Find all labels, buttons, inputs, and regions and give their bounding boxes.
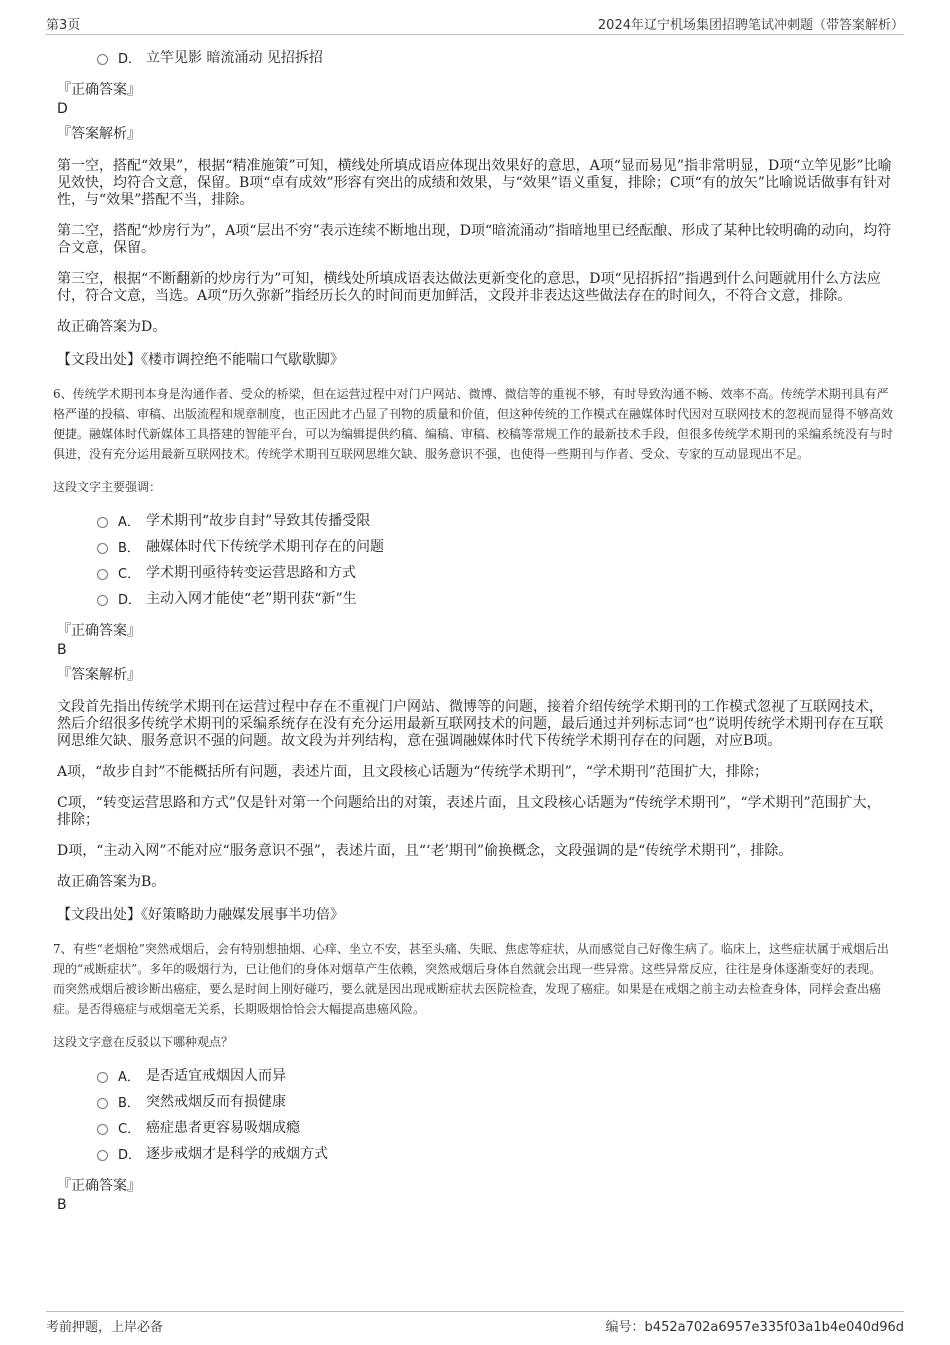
option-key: D． (118, 592, 142, 608)
q5-analysis-label: 『答案解析』 (57, 126, 141, 142)
option-text: 逐步戒烟才是科学的戒烟方式 (146, 1146, 328, 1162)
q7-options (97, 1062, 893, 1166)
q5-analysis-para-3: 第三空，根据“不断翻新的炒房行为”可知，横线处所填成语表达做法更新变化的意思，D项“见招拆招”指遇到什么问题就用什么方法应付，符合文意，当选。A项“历久弥新”指经历长久的时间而更加鲜活，文段并非表达这些做法存在的时间久，不符合文意，排除。 (57, 271, 881, 304)
q6-analysis-para-4: D项，“主动入网”不能对应“服务意识不强”，表述片面，且“‘老’期刊”偷换概念，文段强调的是“传统学术期刊”，排除。 (57, 843, 793, 859)
q6-stem: 6、传统学术期刊本身是沟通作者、受众的桥梁，但在运营过程中对门户网站、微博、微信等的重视不够，有时导致沟通不畅、效率不高。传统学术期刊具有严格严谨的投稿、审稿、出版流程和规章制度，也正因此才凸显了刊物的质量和价值，但这种传统的工作模式在融媒体时代因对互联网技术的忽视而显得不够高效便捷。融媒体时代新媒体工具搭建的智能平台，可以为编辑提供约稿、编稿、审稿、校稿等常规工作的最新技术手段，但很多传统学术期刊的采编系统没有与时俱进，没有充分运用最新互联网技术。传统学术期刊互联网思维欠缺、服务意识不强，也使得一些期刊与作者、受众、专家的互动显现出不足。 (53, 387, 894, 461)
q5-answer: D (57, 101, 68, 117)
option-key: C． (118, 1121, 141, 1137)
option-key: A． (118, 1069, 140, 1085)
q7-stem: 7、有些“老烟枪”突然戒烟后，会有特别想抽烟、心痒、坐立不安，甚至头痛、失眠、焦虑等症状，从而感觉自己好像生病了。临床上，这些症状属于戒烟后出现的“戒断症状”。多年的吸烟行为，已让他们的身体对烟草产生依赖，突然戒烟后身体自然就会出现一些异常。这些异常反应，往往是身体逐渐变好的表现。而突然戒烟后被诊断出癌症，要么是时间上刚好碰巧，要么就是因出现戒断症状去医院检查，发现了癌症。如果是在戒烟之前主动去检查身体，同样会查出癌症。是否得癌症与戒烟毫无关系，长期吸烟恰恰会大幅提高患癌风险。 (53, 942, 889, 1016)
q5-option-d[interactable] (97, 44, 893, 70)
option-text: 立竿见影 暗流涌动 见招拆招 (146, 50, 323, 66)
option-key: C． (118, 566, 141, 582)
q6-analysis-label: 『答案解析』 (57, 667, 141, 683)
radio-button-icon[interactable] (97, 1098, 108, 1109)
q6-answer: B (57, 642, 67, 658)
radio-button-icon[interactable] (97, 1150, 108, 1161)
radio-button-icon[interactable] (97, 1072, 108, 1083)
q7-option-d[interactable] (97, 1140, 893, 1166)
document-id: 编号：b452a702a6957e335f03a1b4e040d96d (605, 1320, 904, 1335)
footer-slogan: 考前押题，上岸必备 (46, 1320, 164, 1335)
q5-analysis-para-2: 第二空，搭配“炒房行为”，A项“层出不穷”表示连续不断地出现，D项“暗流涌动”指暗地里已经酝酿、形成了某种比较明确的动向，均符合文意，保留。 (57, 223, 892, 256)
radio-button-icon[interactable] (97, 54, 108, 65)
option-text: 突然戒烟反而有损健康 (146, 1094, 286, 1110)
option-key: D． (118, 51, 142, 67)
document-title: 2024年辽宁机场集团招聘笔试冲刺题（带答案解析） (597, 18, 904, 33)
q6-analysis-para-1: 文段首先指出传统学术期刊在运营过程中存在不重视门户网站、微博等的问题，接着介绍传统学术期刊的工作模式忽视了互联网技术，然后介绍很多传统学术期刊的采编系统存在没有充分运用最新互联网技术的问题，最后通过并列标志词“也”说明传统学术期刊存在互联网思维欠缺、服务意识不强的问题。故文段为并列结构，意在强调融媒体时代下传统学术期刊存在的问题，对应B项。 (57, 699, 884, 749)
option-text: 主动入网才能使“老”期刊获“新”生 (146, 591, 357, 607)
q6-option-b[interactable] (97, 533, 893, 559)
option-key: A． (118, 514, 140, 530)
option-key: B． (118, 540, 140, 556)
radio-button-icon[interactable] (97, 517, 108, 528)
option-text: 学术期刊“故步自封”导致其传播受限 (146, 513, 371, 529)
q7-question: 这段文字意在反驳以下哪种观点？ (53, 1035, 234, 1049)
q7-answer-label: 『正确答案』 (57, 1178, 141, 1194)
option-text: 癌症患者更容易吸烟成瘾 (146, 1120, 300, 1136)
option-text: 融媒体时代下传统学术期刊存在的问题 (146, 539, 384, 555)
q6-option-c[interactable] (97, 559, 893, 585)
q6-option-a[interactable] (97, 507, 893, 533)
option-key: D． (118, 1147, 142, 1163)
radio-button-icon[interactable] (97, 1124, 108, 1135)
q5-source: 【文段出处】《楼市调控绝不能喘口气歇歇脚》 (57, 352, 344, 368)
q6-option-d[interactable] (97, 585, 893, 611)
radio-button-icon[interactable] (97, 543, 108, 554)
page-footer (46, 1311, 904, 1334)
page-content (53, 44, 894, 1214)
q7-option-c[interactable] (97, 1114, 893, 1140)
q6-analysis-para-2: A项，“故步自封”不能概括所有问题，表述片面，且文段核心话题为“传统学术期刊”，“学术期刊”范围扩大，排除； (57, 764, 769, 780)
q6-conclusion: 故正确答案为B。 (57, 874, 166, 890)
q6-source: 【文段出处】《好策略助力融媒发展事半功倍》 (57, 907, 344, 923)
q7-option-b[interactable] (97, 1088, 893, 1114)
q7-answer: B (57, 1197, 67, 1213)
page-header (46, 12, 904, 35)
radio-button-icon[interactable] (97, 569, 108, 580)
option-text: 学术期刊亟待转变运营思路和方式 (146, 565, 356, 581)
radio-button-icon[interactable] (97, 595, 108, 606)
option-text: 是否适宜戒烟因人而异 (146, 1068, 286, 1084)
q6-options (97, 507, 893, 611)
q5-analysis-para-1: 第一空，搭配“效果”，根据“精准施策”可知，横线处所填成语应体现出效果好的意思，A项“显而易见”指非常明显，D项“立竿见影”比喻见效快，均符合文意，保留。B项“卓有成效”形容有突出的成绩和效果，与“效果”语义重复，排除；C项“有的放矢”比喻说话做事有针对性，与“效果”搭配不当，排除。 (57, 158, 892, 208)
page-number: 第3页 (46, 18, 81, 33)
q5-conclusion: 故正确答案为D。 (57, 319, 167, 335)
q5-answer-label: 『正确答案』 (57, 82, 141, 98)
q6-analysis-para-3: C项，“转变运营思路和方式”仅是针对第一个问题给出的对策，表述片面，且文段核心话题为“传统学术期刊”，“学术期刊”范围扩大，排除； (57, 795, 881, 828)
q7-option-a[interactable] (97, 1062, 893, 1088)
option-key: B． (118, 1095, 140, 1111)
q6-question: 这段文字主要强调： (53, 480, 162, 494)
q6-answer-label: 『正确答案』 (57, 623, 141, 639)
q5-options (97, 44, 893, 70)
